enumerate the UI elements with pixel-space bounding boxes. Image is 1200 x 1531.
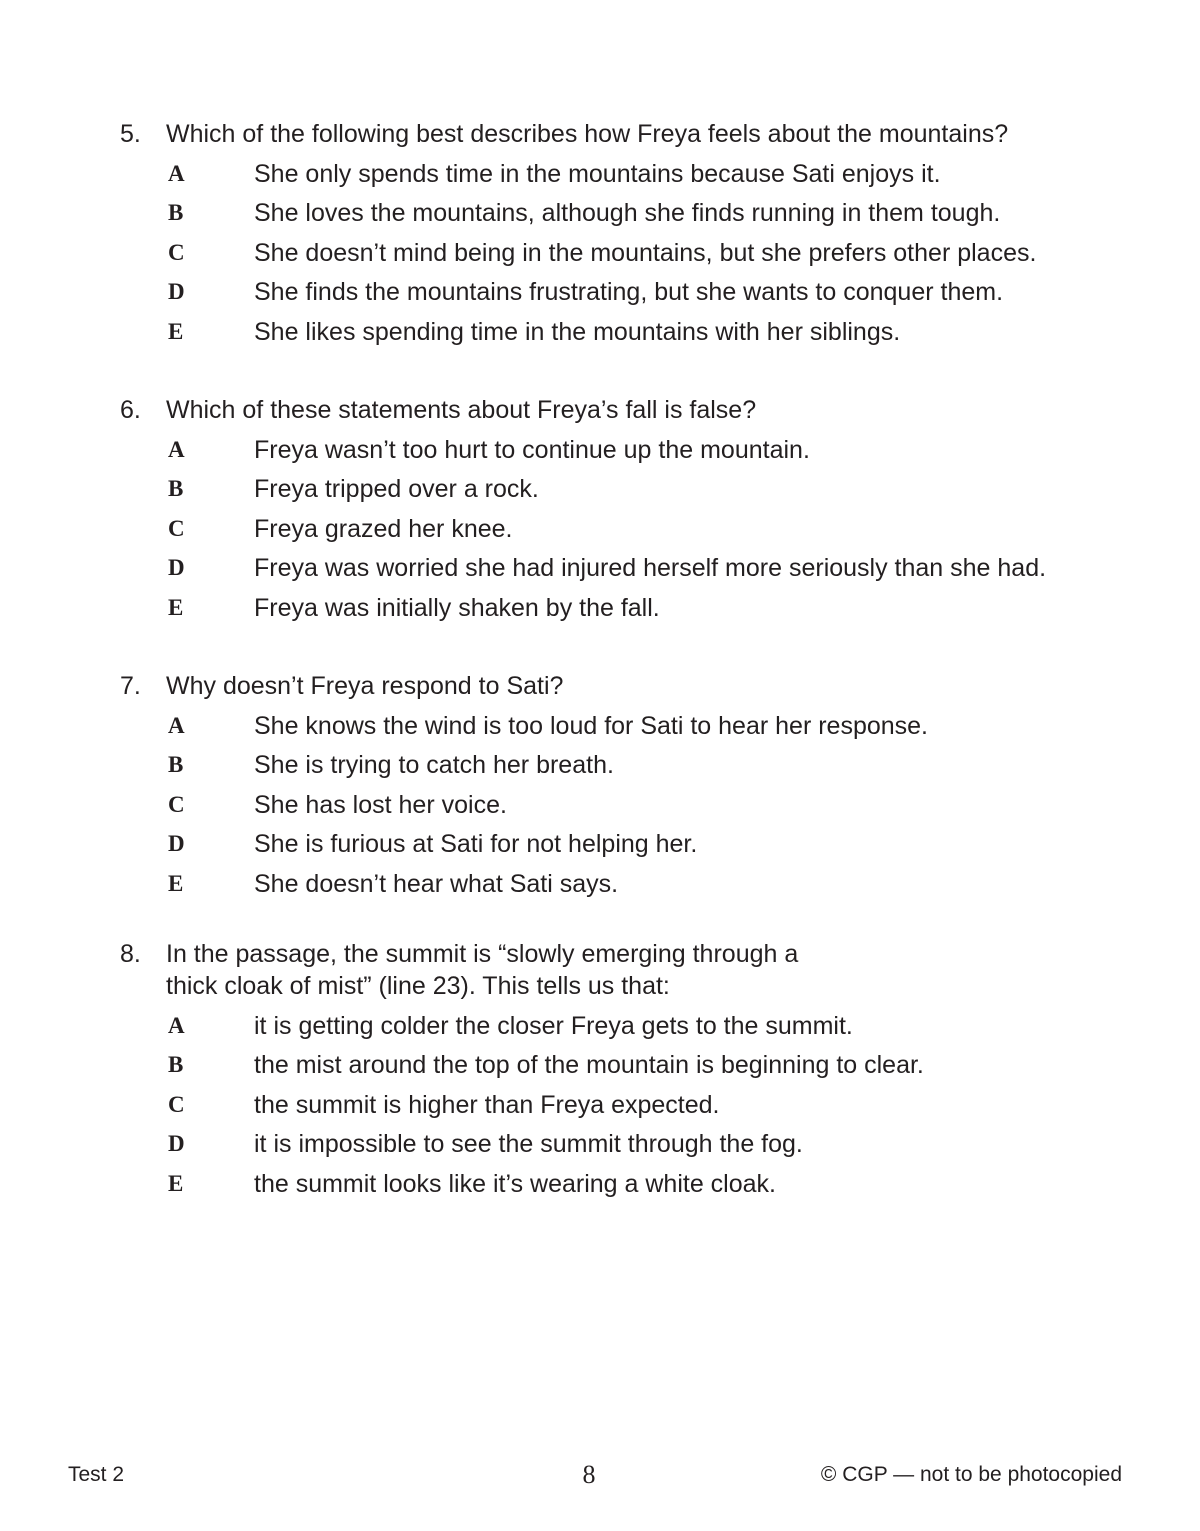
question-text: In the passage, the summit is “slowly emerging through a thick cloak of mist” (line 23). This tells us that: xyxy=(166,940,799,1000)
option-letter: A xyxy=(168,1012,185,1038)
option-letter: A xyxy=(168,160,185,186)
question-8 xyxy=(120,938,1120,1200)
answer-option-b xyxy=(120,1049,1120,1081)
question-text: Why doesn’t Freya respond to Sati? xyxy=(166,672,564,700)
option-text: She likes spending time in the mountains with her siblings. xyxy=(254,317,901,346)
option-text: She is furious at Sati for not helping her. xyxy=(254,830,698,858)
page-number: 8 xyxy=(582,1460,596,1489)
footer-copyright: © CGP — not to be photocopied xyxy=(820,1463,1122,1486)
answer-option-b xyxy=(120,197,1120,229)
answer-option-c xyxy=(120,789,1120,821)
answer-option-c xyxy=(120,237,1120,269)
answer-option-e xyxy=(120,1168,1120,1200)
option-text: Freya grazed her knee. xyxy=(254,514,513,543)
question-number: 6. xyxy=(120,396,141,424)
question-number: 5. xyxy=(120,120,141,148)
answer-option-c xyxy=(120,513,1120,545)
answer-option-b xyxy=(120,473,1120,505)
option-text: She finds the mountains frustrating, but she wants to conquer them. xyxy=(254,278,1004,306)
option-letter: E xyxy=(168,870,184,896)
answer-option-d xyxy=(120,552,1120,584)
question-6 xyxy=(120,394,1120,624)
option-text: She is trying to catch her breath. xyxy=(254,751,614,779)
option-text: She knows the wind is too loud for Sati to hear her response. xyxy=(254,711,928,740)
option-letter: D xyxy=(168,279,185,304)
answer-option-e xyxy=(120,868,1120,900)
answer-option-b xyxy=(120,749,1120,781)
option-text: it is getting colder the closer Freya gets to the summit. xyxy=(254,1011,853,1040)
option-text: She doesn’t mind being in the mountains, but she prefers other places. xyxy=(254,238,1037,267)
question-text: Which of the following best describes how Freya feels about the mountains? xyxy=(166,120,1009,148)
option-letter: D xyxy=(168,831,185,856)
option-letter: D xyxy=(168,1131,185,1156)
option-text: the summit looks like it’s wearing a white cloak. xyxy=(254,1169,776,1198)
question-stem xyxy=(120,938,1120,1002)
option-text: She loves the mountains, although she finds running in them tough. xyxy=(254,199,1001,227)
answer-option-a xyxy=(120,158,1120,190)
option-letter: B xyxy=(168,476,184,501)
option-letter: B xyxy=(168,752,184,777)
option-text: She only spends time in the mountains because Sati enjoys it. xyxy=(254,159,941,188)
answer-option-c xyxy=(120,1089,1120,1121)
question-stem xyxy=(120,670,1120,702)
question-number: 8. xyxy=(120,940,141,968)
option-letter: E xyxy=(168,1170,184,1196)
answer-option-e xyxy=(120,592,1120,624)
answer-option-a xyxy=(120,1010,1120,1042)
option-text: Freya was worried she had injured herself more seriously than she had. xyxy=(254,554,1047,582)
answer-option-e xyxy=(120,316,1120,348)
answer-option-d xyxy=(120,1128,1120,1160)
option-letter: B xyxy=(168,200,184,225)
question-stem xyxy=(120,118,1120,150)
option-letter: C xyxy=(168,791,185,817)
option-letter: C xyxy=(168,239,185,265)
option-letter: B xyxy=(168,1052,184,1077)
question-text: Which of these statements about Freya’s fall is false? xyxy=(166,396,757,424)
answer-option-a xyxy=(120,710,1120,742)
option-text: Freya tripped over a rock. xyxy=(254,475,539,503)
option-text: it is impossible to see the summit through the fog. xyxy=(254,1130,803,1158)
option-letter: E xyxy=(168,318,184,344)
option-letter: A xyxy=(168,712,185,738)
option-text: Freya was initially shaken by the fall. xyxy=(254,593,660,622)
answer-option-a xyxy=(120,434,1120,466)
question-7 xyxy=(120,670,1120,900)
option-text: She doesn’t hear what Sati says. xyxy=(254,869,619,898)
option-text: the mist around the top of the mountain is beginning to clear. xyxy=(254,1051,924,1079)
option-letter: A xyxy=(168,436,185,462)
footer-test-label: Test 2 xyxy=(68,1463,125,1486)
option-text: She has lost her voice. xyxy=(254,790,507,819)
answer-option-d xyxy=(120,276,1120,308)
option-letter: E xyxy=(168,594,184,620)
option-letter: C xyxy=(168,1091,185,1117)
question-stem xyxy=(120,394,1120,426)
option-text: the summit is higher than Freya expected. xyxy=(254,1090,720,1119)
question-number: 7. xyxy=(120,672,141,700)
option-letter: C xyxy=(168,515,185,541)
option-letter: D xyxy=(168,555,185,580)
option-text: Freya wasn’t too hurt to continue up the mountain. xyxy=(254,435,810,464)
question-5 xyxy=(120,118,1120,348)
answer-option-d xyxy=(120,828,1120,860)
